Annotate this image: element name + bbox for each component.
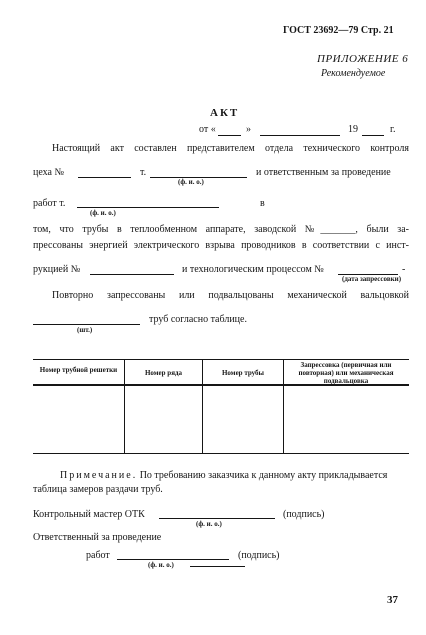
line6-process: и технологическим процессом №	[182, 264, 324, 275]
table-bottom-border	[33, 453, 409, 454]
line2-responsible: и ответственным за проведение	[256, 167, 391, 178]
date-caption: (дата запрессовки)	[342, 275, 402, 283]
responsible-name-blank	[117, 559, 229, 560]
year-blank	[362, 135, 384, 136]
body-line-7: Повторно запрессованы или подвальцованы механической вальцовкой	[52, 290, 409, 301]
responsible-fio-caption: (ф. и. о.)	[148, 561, 174, 569]
note-line-2: таблица замеров раздачи труб.	[33, 484, 163, 495]
header-tube-number: Номер трубы	[221, 369, 265, 377]
line2-t: т.	[140, 167, 147, 178]
line6-instruction: рукцией №	[33, 264, 81, 275]
pieces-blank	[33, 324, 140, 325]
fio-caption-1: (ф. и. о.)	[178, 178, 204, 186]
table-col-divider-3	[283, 359, 284, 454]
shop-number-blank	[78, 177, 131, 178]
master-name-blank	[159, 518, 275, 519]
standard-number: ГОСТ 23692—79 Стр. 21	[283, 25, 394, 36]
line3-in: в	[260, 198, 265, 209]
body-line-8: труб согласно таблице.	[149, 314, 247, 325]
header-pressing-type: Запрессовка (первичная или повторная) или механическая подвальцовка	[298, 361, 394, 385]
master-sign-caption: (подпись)	[283, 509, 325, 520]
month-blank	[260, 135, 340, 136]
table-top-border	[33, 359, 409, 360]
line6-dash: -	[402, 264, 406, 275]
end-rule	[190, 566, 245, 567]
responsible-label: Ответственный за проведение	[33, 532, 162, 543]
appendix-subtitle: Рекомендуемое	[321, 68, 386, 79]
works-label: работ	[86, 550, 110, 561]
body-line-5: прессованы энергией электрического взрыва проводников в соответствии с инст-	[33, 240, 409, 251]
body-line-4: том, что трубы в теплообменном аппарате, заводской №_______, были за-	[33, 224, 409, 235]
measurement-table	[33, 359, 409, 454]
year-prefix: 19	[348, 124, 358, 135]
master-label: Контрольный мастер ОТК	[33, 509, 145, 520]
date-prefix: от «	[199, 124, 216, 135]
responsible-sign-caption: (подпись)	[238, 550, 280, 561]
day-blank	[218, 135, 241, 136]
note-label: Примечание.	[60, 470, 138, 481]
responsible-blank	[77, 207, 219, 208]
line2-shop: цеха №	[33, 167, 65, 178]
note-line-1	[60, 470, 409, 481]
act-title: АКТ	[210, 107, 240, 119]
header-row-number: Номер ряда	[144, 369, 183, 377]
fio-caption-2: (ф. и. о.)	[90, 209, 116, 217]
master-fio-caption: (ф. и. о.)	[196, 520, 222, 528]
appendix-title: ПРИЛОЖЕНИЕ 6	[317, 53, 409, 65]
pieces-caption: (шт.)	[77, 326, 93, 334]
date-mid: »	[246, 124, 251, 135]
page-number: 37	[387, 594, 398, 606]
instruction-number-blank	[90, 274, 174, 275]
body-line-1: Настоящий акт составлен представителем отдела технического контроля	[52, 143, 409, 154]
line3-works: работ т.	[33, 198, 66, 209]
year-suffix: г.	[390, 124, 396, 135]
header-tube-sheet: Номер трубной решетки	[39, 366, 118, 374]
note-text-1: По требованию заказчика к данному акту прикладывается	[139, 470, 388, 481]
